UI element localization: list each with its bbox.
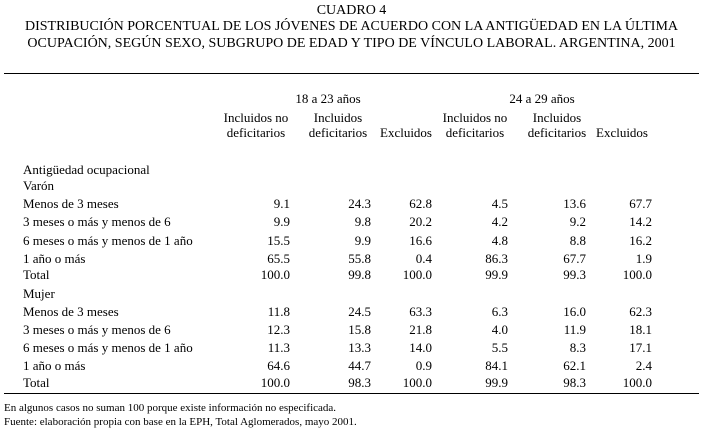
cell: 6.3	[491, 304, 508, 319]
cell: 63.3	[409, 304, 432, 319]
cell: 12.3	[267, 322, 290, 337]
cell: 4.8	[491, 233, 508, 248]
mujer-title: Mujer	[23, 286, 55, 301]
table-title-line-2: OCUPACIÓN, SEGÚN SEXO, SUBGRUPO DE EDAD Y TIPO DE VÍNCULO LABORAL. ARGENTINA, 2001	[27, 36, 676, 51]
footnote-1: En algunos casos no suman 100 porque existe información no especificada.	[4, 402, 337, 414]
col-header-2-line2: deficitarios	[308, 125, 368, 140]
cell: 13.3	[348, 340, 371, 355]
col-header-4-line2: deficitarios	[445, 125, 505, 140]
cell: 11.8	[267, 304, 290, 319]
table-number: CUADRO 4	[316, 3, 387, 18]
cell: 15.8	[348, 322, 371, 337]
cell: 55.8	[348, 251, 371, 266]
row-label: Menos de 3 meses	[23, 196, 119, 211]
footnote-source: Fuente: elaboración propia con base en la EPH, Total Aglomerados, mayo 2001.	[4, 416, 357, 428]
cell: 18.1	[629, 322, 652, 337]
cell: 21.8	[409, 322, 432, 337]
cell: 9.9	[273, 214, 290, 229]
cell: 84.1	[485, 358, 508, 373]
cell: 0.4	[415, 251, 432, 266]
cell: 65.5	[267, 251, 290, 266]
cell-total: 100.0	[622, 375, 652, 390]
cell: 8.3	[569, 340, 586, 355]
cell-total: 100.0	[402, 375, 432, 390]
section-title: Antigüedad ocupacional	[23, 162, 150, 177]
cell: 62.1	[563, 358, 586, 373]
cell: 67.7	[629, 196, 652, 211]
row-label: 1 año o más	[23, 358, 86, 373]
col-header-1-line1: Incluidos no	[223, 110, 289, 125]
col-header-4-line1: Incluidos no	[442, 110, 508, 125]
cell-total: 99.8	[348, 267, 371, 282]
group-header-18-23: 18 a 23 años	[295, 91, 361, 106]
cell: 8.8	[569, 233, 586, 248]
row-label: Menos de 3 meses	[23, 304, 119, 319]
cell: 17.1	[629, 340, 652, 355]
col-header-5-line2: deficitarios	[527, 125, 587, 140]
cell-total: 100.0	[622, 267, 652, 282]
col-header-2-line1: Incluidos	[313, 110, 363, 125]
cell: 86.3	[485, 251, 508, 266]
cell: 1.9	[635, 251, 652, 266]
row-label: 3 meses o más y menos de 6	[23, 214, 171, 229]
cell: 9.8	[354, 214, 371, 229]
cell: 14.2	[629, 214, 652, 229]
cell: 20.2	[409, 214, 432, 229]
row-label: 6 meses o más y menos de 1 año	[23, 340, 193, 355]
cell: 13.6	[563, 196, 586, 211]
cell-total: 99.9	[485, 267, 508, 282]
col-header-1-line2: deficitarios	[226, 125, 286, 140]
cell: 44.7	[348, 358, 371, 373]
cell: 4.0	[491, 322, 508, 337]
cell-total: 100.0	[402, 267, 432, 282]
row-label: 1 año o más	[23, 251, 86, 266]
cell: 67.7	[563, 251, 586, 266]
cell: 9.1	[273, 196, 290, 211]
cell: 9.9	[354, 233, 371, 248]
col-header-5-line1: Incluidos	[532, 110, 582, 125]
cell: 11.9	[563, 322, 586, 337]
col-header-3-line2: Excluidos	[380, 125, 432, 140]
cell: 2.4	[635, 358, 652, 373]
cell: 4.5	[491, 196, 508, 211]
cell: 16.2	[629, 233, 652, 248]
cell-total: 99.3	[563, 267, 586, 282]
cell: 9.2	[569, 214, 586, 229]
cell: 4.2	[491, 214, 508, 229]
group-header-24-29: 24 a 29 años	[509, 91, 575, 106]
top-rule	[4, 73, 699, 74]
cell-total: 99.9	[485, 375, 508, 390]
row-label-total: Total	[23, 267, 50, 282]
cell: 11.3	[267, 340, 290, 355]
row-label: 3 meses o más y menos de 6	[23, 322, 171, 337]
cell: 62.3	[629, 304, 652, 319]
cell-total: 100.0	[260, 375, 290, 390]
cell: 16.6	[409, 233, 432, 248]
cell: 24.3	[348, 196, 371, 211]
col-header-6-line2: Excluidos	[596, 125, 648, 140]
cell-total: 100.0	[260, 267, 290, 282]
cell: 62.8	[409, 196, 432, 211]
varon-title: Varón	[23, 178, 55, 193]
cell: 64.6	[267, 358, 290, 373]
cell: 0.9	[415, 358, 432, 373]
cell-total: 98.3	[348, 375, 371, 390]
cell: 14.0	[409, 340, 432, 355]
cell: 15.5	[267, 233, 290, 248]
cell-total: 98.3	[563, 375, 586, 390]
table-title-line-1: DISTRIBUCIÓN PORCENTUAL DE LOS JÓVENES DE ACUERDO CON LA ANTIGÜEDAD EN LA ÚLTIMA	[24, 19, 679, 34]
bottom-rule	[4, 393, 699, 394]
row-label-total: Total	[23, 375, 50, 390]
cell: 16.0	[563, 304, 586, 319]
row-label: 6 meses o más y menos de 1 año	[23, 233, 193, 248]
cell: 24.5	[348, 304, 371, 319]
cell: 5.5	[491, 340, 508, 355]
